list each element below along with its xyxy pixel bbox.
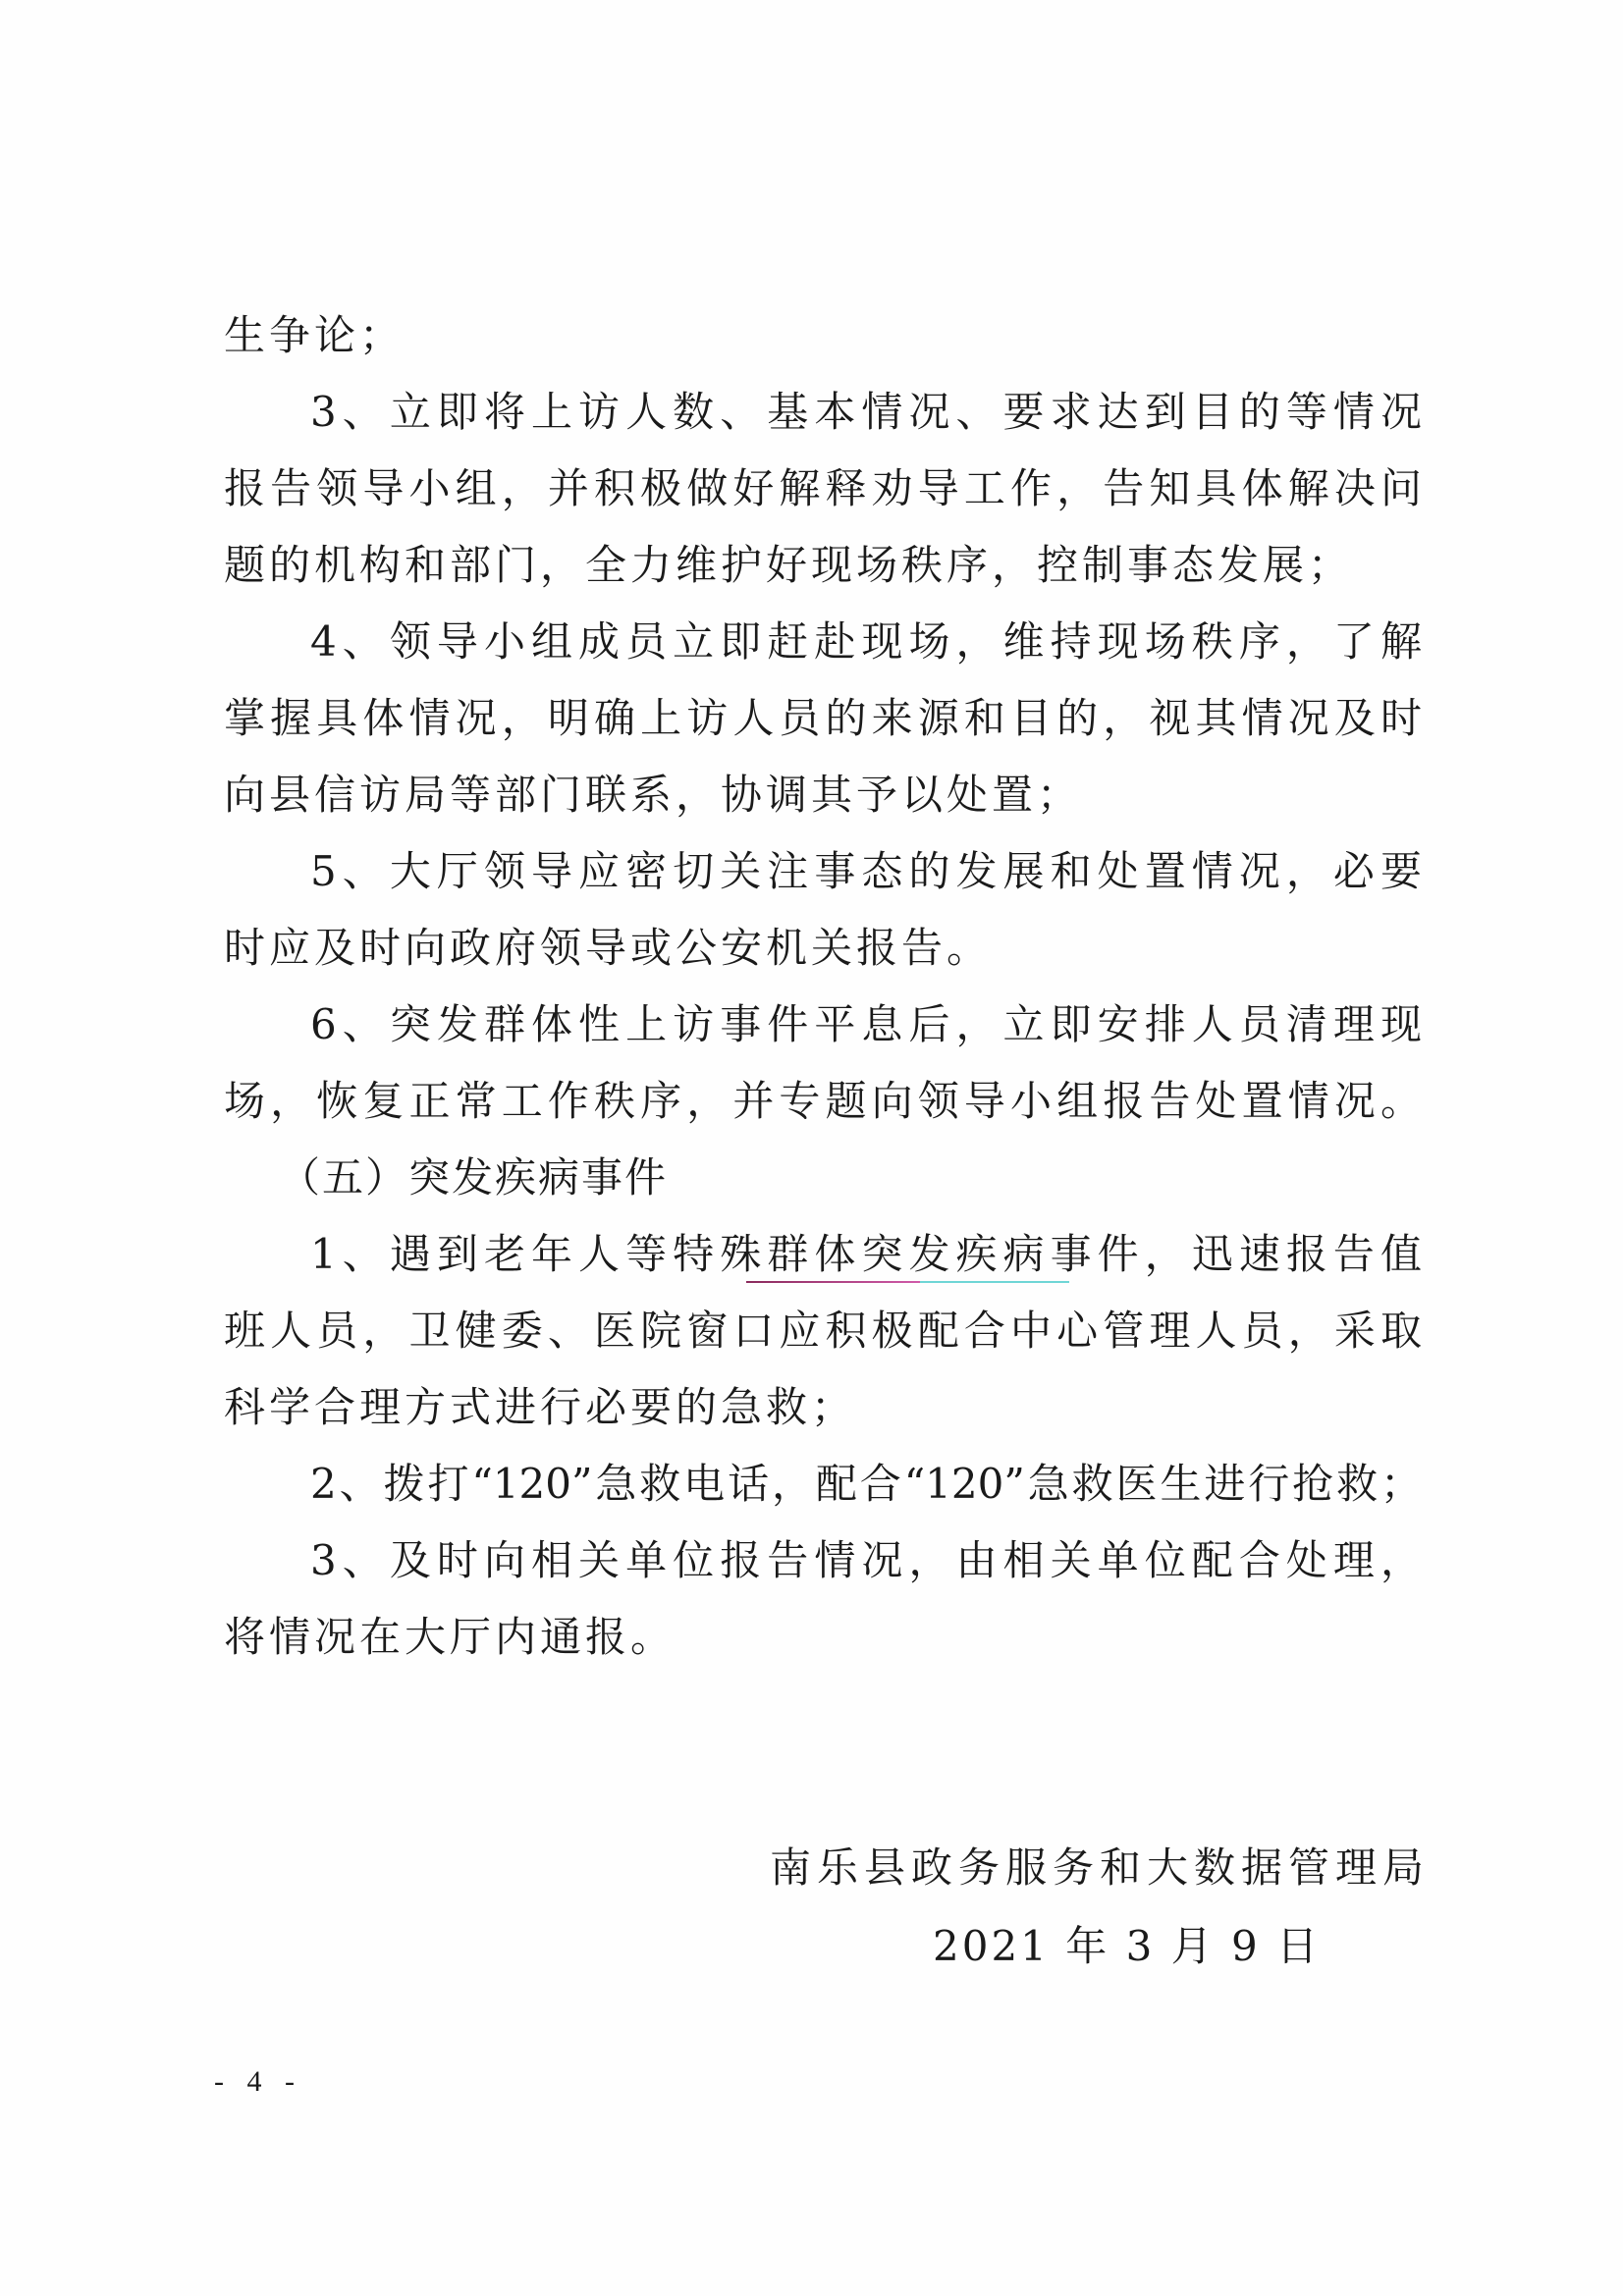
body-line: 向县信访局等部门联系，协调其予以处置； (224, 771, 1083, 819)
signature-date: 2021 年 3 月 9 日 (933, 1922, 1322, 1970)
body-line: 2、拨打“120”急救电话，配合“120”急救医生进行抢救； (310, 1460, 1422, 1508)
section-heading: （五）突发疾病事件 (279, 1153, 669, 1201)
page-number: - 4 - (214, 2065, 302, 2098)
body-line: 场，恢复正常工作秩序，并专题向领导小组报告处置情况。 (224, 1077, 1422, 1125)
body-line: 5、大厅领导应密切关注事态的发展和处置情况，必要 (310, 847, 1422, 895)
body-line: 4、领导小组成员立即赶赴现场，维持现场秩序，了解 (310, 617, 1422, 666)
body-line: 1、遇到老年人等特殊群体突发疾病事件，迅速报告值 (310, 1230, 1422, 1278)
signature-organization: 南乐县政务服务和大数据管理局 (770, 1843, 1431, 1892)
body-line: 掌握具体情况，明确上访人员的来源和目的，视其情况及时 (224, 694, 1422, 742)
body-line: 生争论； (224, 311, 406, 359)
body-line: 3、立即将上访人数、基本情况、要求达到目的等情况 (310, 388, 1422, 436)
body-line: 时应及时向政府领导或公安机关报告。 (224, 924, 993, 972)
body-line: 题的机构和部门，全力维护好现场秩序，控制事态发展； (224, 541, 1354, 589)
annotation-underline-cyan (920, 1281, 1069, 1283)
body-line: 将情况在大厅内通报。 (224, 1613, 676, 1661)
body-line: 3、及时向相关单位报告情况，由相关单位配合处理， (310, 1536, 1422, 1584)
body-line: 报告领导小组，并积极做好解释劝导工作，告知具体解决问 (224, 464, 1422, 512)
annotation-underline-magenta (746, 1281, 920, 1283)
body-line: 科学合理方式进行必要的急救； (224, 1383, 857, 1431)
body-line: 班人员，卫健委、医院窗口应积极配合中心管理人员，采取 (224, 1307, 1422, 1355)
body-line: 6、突发群体性上访事件平息后，立即安排人员清理现 (310, 1000, 1422, 1048)
